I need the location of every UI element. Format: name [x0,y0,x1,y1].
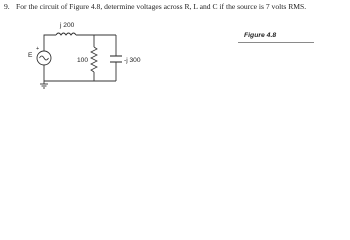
ac-source-symbol [37,51,51,65]
circuit-diagram [0,0,350,97]
ground-symbol [40,81,48,88]
capacitor-label: -j 300 [124,57,141,64]
source-label: E [28,52,33,59]
inductor-label: j 200 [60,22,75,29]
inductor-symbol [56,33,76,35]
capacitor-symbol [110,56,122,62]
question-number: 9. [4,2,10,11]
resistor-symbol [91,47,97,72]
source-plus-sign: + [36,46,40,52]
resistor-label: 100 [77,57,89,64]
figure-caption: Figure 4.8 [238,30,314,43]
question-body: For the circuit of Figure 4.8, determine voltages across R, L and C if the source is 7 volts RMS. [16,2,307,11]
